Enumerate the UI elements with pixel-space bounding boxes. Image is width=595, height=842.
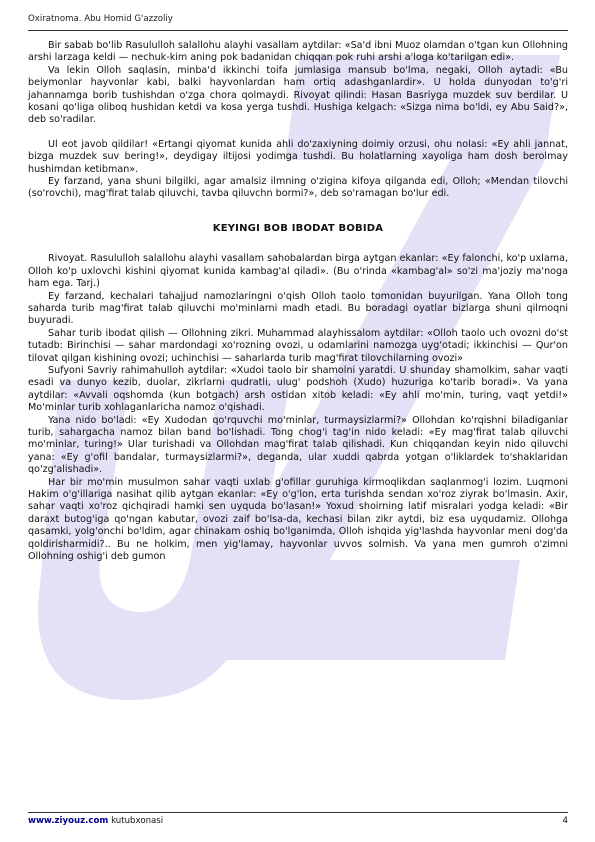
paragraph: Ey farzand, kechalari tahajjud namozlaringni o'qish Olloh taolo tomonidan buyurilgan. Yana Olloh tong saharda turib mag'firat talab qiluvchi mo'minlarni madh etadi. Bu boradagi oyatlar bizlarga shuni qilmoqni buyuradi.: [28, 290, 568, 327]
paragraph: Ul eot javob qildilar! «Ertangi qiyomat kunida ahli do'zaxiyning doimiy orzusi, ohu nolasi: «Ey ahli jannat, bizga muzdek suv bering!», deydigay iltijosi yodimga tushdi. Bu holatlarning xayoliga ham dosh berolmay hushimdan ketibman».: [28, 138, 568, 175]
paragraph-gap: [28, 127, 568, 139]
paragraph: Yana nido bo'ladi: «Ey Xudodan qo'rquvchi mo'minlar, turmaysizlarmi?» Ollohdan ko'rqishni biladiganlar turib, sahargacha namoz bilan band bo'lishadi. Tong chog'i tag'in nido keladi: «Ey mag'firat talab qiluvchi mo'minlar, turing!» Ular turishadi va Ollohdan mag'firat talab qilishadi. Kun chiqqandan keyin nido qiluvchi yana: «Ey g'ofil bandalar, turmaysizlarmi?», deganda, ular xuddi qabrda yotgan o'liklardek to'shaklaridan qo'zg'alishadi».: [28, 414, 568, 476]
running-header: [28, 14, 568, 28]
footer-divider: [28, 812, 568, 813]
footer-site-link[interactable]: www.ziyouz.com: [28, 816, 109, 826]
page-number: 4: [562, 816, 568, 826]
chapter-heading: KEYINGI BOB IBODAT BOBIDA: [212, 222, 384, 234]
header-divider: [28, 30, 568, 31]
page-footer: [28, 816, 568, 830]
paragraph: Bir sabab bo'lib Rasululloh salallohu alayhi vasallam aytdilar: «Sa'd ibni Muoz olamdan o'tgan kun Ollohning arshi larzaga keldi — nechuk-kim aning pok badanidan chiqqan pok ruhi arshi a'loga ko'tarilgan edi».: [28, 40, 568, 64]
paragraph: Rivoyat. Rasululloh salallohu alayhi vasallam sahobalardan birga aytgan ekanlar: «Ey falonchi, ko'p uxlama, Olloh ko'p uxlovchi kishini qiyomat kunida kambag'al qiladi». (Bu o'rinda «kambag'al» so'zi ma'joziy ma'noga ham ega. Tarj.): [28, 253, 568, 290]
paragraph: Sufyoni Savriy rahimahulloh aytdilar: «Xudoi taolo bir shamolni yaratdi. U shunday shamolkim, sahar vaqti esadi va dunyo kezib, duolar, zikrlarni qudratli, ulug' podshoh (Xudo) huzuriga ko'tarib boradi». Va yana aytdilar: «Avvali oqshomda (kun botgach) arsh ostidan xitob keladi: «Ey ahli mo'min, turing, vaqt yetdi!» Mo'minlar turib xohlaganlaricha namoz o'qishadi.: [28, 364, 568, 414]
paragraph: Sahar turib ibodat qilish — Ollohning zikri. Muhammad alayhissalom aytdilar: «Olloh taolo uch ovozni do'st tutadb: Birinchisi — sahar mardondagi xo'rozning ovozi, u odamlarini namozga uyg'otadi; ikkinchisi — Qur'on tilovat qilgan kishining ovozi; uchinchisi — saharlarda turib mag'firat tilovchilarning ovozi»: [28, 327, 568, 364]
paragraph: Ey farzand, yana shuni bilgilki, agar amalsiz ilmning o'zigina kifoya qilganda edi, Olloh; «Mendan tilovchi (so'rovchi), mag'firat talab qiluvchi, tavba qiluvchn bormi?», deb so'ramagan bo'lur edi.: [28, 176, 568, 200]
running-title: Oxiratnoma. Abu Homid G'azzoliy: [28, 14, 173, 24]
paragraph: Va lekin Olloh saqlasin, minba'd ikkinchi toifa jumlasiga mansub bo'lma, negaki, Olloh aytadi: «Bu beiymonlar hayvonlar kabi, balki hayvonlardan ham ortiq adashganlardir». U holda dunyodan to'g'ri jahannamga borib tushishdan o'zga chora qolmaydi. Rivoyat qilindi: Hasan Basriyga muzdek suv berdilar. U kosani qo'liga oliboq hushidan ketdi va kosa yerga tushdi. Hushiga kelgach: «Sizga nima bo'ldi, ey Abu Said?», deb so'radilar.: [28, 64, 568, 126]
page-body: [28, 40, 568, 563]
paragraph: Har bir mo'min musulmon sahar vaqti uxlab g'ofillar guruhiga kirmoqlikdan saqlanmog'i lozim. Luqmoni Hakim o'g'illariga nasihat qilib aytgan ekanlar: «Ey o'g'lon, erta turishda sendan xo'roz ziyrak bo'lmasin. Axir, sahar vaqti xo'roz qichqiradi hamki sen uyquda bo'lasan!» Yoxud shoirning latif misralari yodga keladi: «Bir daraxt butog'iga qo'ngan kabutar, ovozi zaif bo'lsa-da, kechasi bilan zikr aytdi, biz esa uyqudamiz. Ollohga qasamki, yolg'onchi bo'ldim, agar chinakam oshiq bo'lganimda, Olloh ishqida yig'lashda hayvonlar meni dog'da qoldirisharmidi?.. Bu ne holkim, men yig'lamay, hayvonlar uvvos solmish. Va yana men gumroh o'zimni Ollohning oshig'i deb gumon: [28, 476, 568, 563]
footer-label: kutubxonasi: [111, 816, 164, 826]
